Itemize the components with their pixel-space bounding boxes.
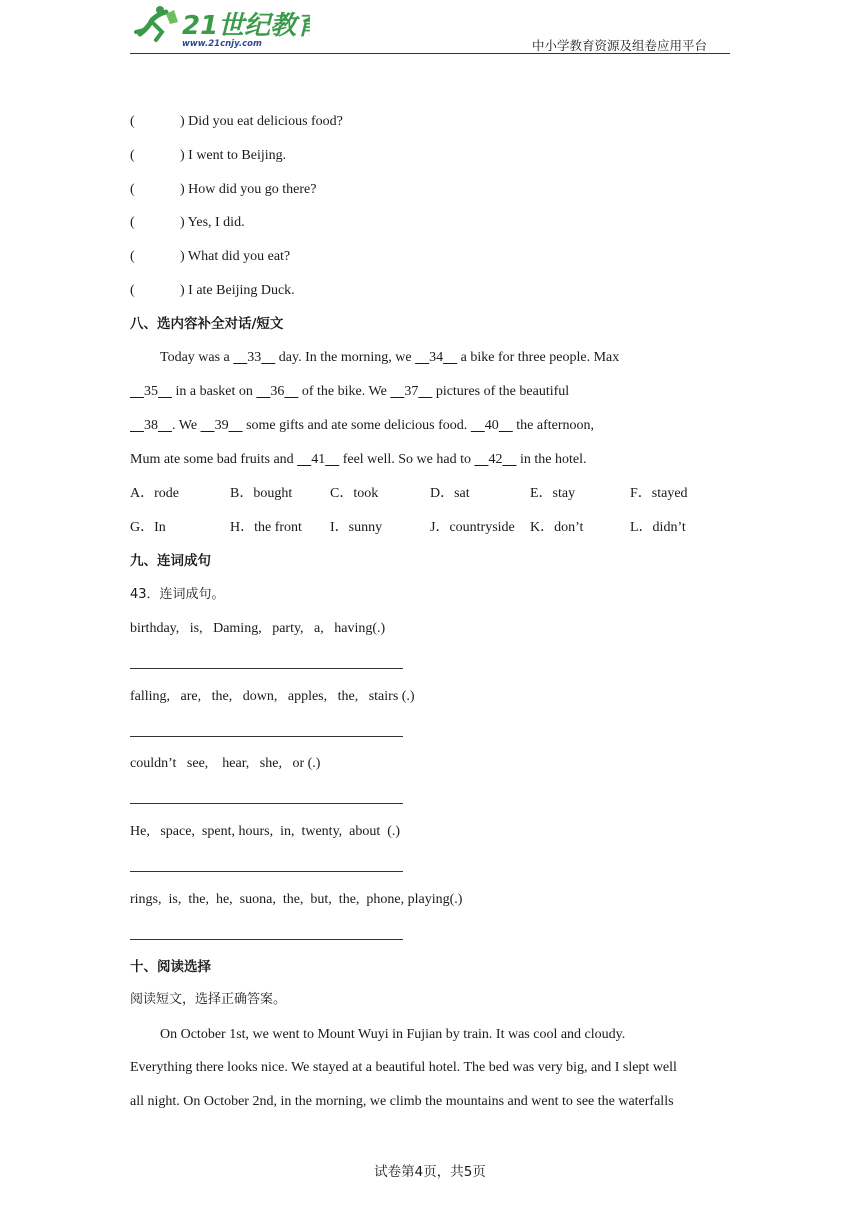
ordering-item: ( ) I ate Beijing Duck. — [130, 283, 295, 298]
cloze-paragraph-line: Mum ate some bad fruits and 41 feel well. So we had to 42 in the hotel. — [130, 450, 586, 470]
option-j: J．countryside — [430, 520, 515, 535]
question-label: 43．连词成句。 — [130, 587, 225, 602]
header-divider — [130, 53, 730, 54]
answer-line[interactable] — [130, 871, 403, 872]
word-order-item: He, space, spent, hours, in, twenty, about (.) — [130, 824, 401, 839]
blank-39[interactable]: 39 — [214, 418, 229, 433]
svg-text:www.21cnjy.com: www.21cnjy.com — [182, 39, 262, 48]
section-title: 八、选内容补全对话/短文 — [130, 316, 284, 332]
option-e: E．stay — [530, 486, 576, 501]
option-b: B．bought — [230, 486, 293, 501]
blank-34[interactable]: 34 — [429, 350, 444, 365]
blank-35[interactable]: 35 — [144, 384, 158, 399]
option-g: G．In — [130, 520, 166, 535]
page-footer: 试卷第4页，共5页 — [374, 1164, 486, 1180]
reading-passage-line: all night. On October 2nd, in the morning, we climb the mountains and went to see the waterfalls — [130, 1094, 674, 1109]
blank-41[interactable]: 41 — [311, 452, 326, 467]
ordering-item: ( ) How did you go there? — [130, 182, 317, 197]
section-title: 十、阅读选择 — [130, 959, 211, 975]
option-c: C．took — [330, 486, 379, 501]
word-order-item: couldn’t see, hear, she, or (.) — [130, 756, 321, 771]
ordering-item: ( ) Did you eat delicious food? — [130, 114, 343, 129]
option-i: I．sunny — [330, 520, 383, 535]
blank-33[interactable]: 33 — [247, 350, 262, 365]
ordering-item: ( ) What did you eat? — [130, 249, 291, 264]
reading-instruction: 阅读短文，选择正确答案。 — [130, 992, 287, 1007]
option-f: F．stayed — [630, 486, 688, 501]
option-d: D．sat — [430, 486, 470, 501]
blank-37[interactable]: 37 — [404, 384, 419, 399]
ordering-item: ( ) Yes, I did. — [130, 215, 245, 230]
answer-line[interactable] — [130, 939, 403, 940]
cloze-paragraph-line: Today was a 33 day. In the morning, we 34 a bike for three people. Max — [160, 348, 619, 368]
header-platform-text: 中小学教育资源及组卷应用平台 — [532, 38, 708, 53]
word-order-item: birthday, is, Daming, party, a, having(.) — [130, 621, 386, 636]
option-l: L．didn’t — [630, 520, 686, 535]
blank-36[interactable]: 36 — [270, 384, 285, 399]
svg-text:21世纪教育: 21世纪教育 — [182, 11, 310, 41]
cloze-paragraph-line: 38 . We 39 some gifts and ate some delicious food. 40 the afternoon, — [130, 416, 594, 436]
option-k: K．don’t — [530, 520, 584, 535]
runner-logo-icon — [130, 4, 310, 48]
reading-passage-line: On October 1st, we went to Mount Wuyi in Fujian by train. It was cool and cloudy. — [160, 1027, 626, 1042]
word-order-item: falling, are, the, down, apples, the, stairs (.) — [130, 689, 415, 704]
reading-passage-line: Everything there looks nice. We stayed at a beautiful hotel. The bed was very big, and I slept well — [130, 1060, 677, 1075]
answer-line[interactable] — [130, 803, 403, 804]
blank-38[interactable]: 38 — [144, 418, 158, 433]
word-order-item: rings, is, the, he, suona, the, but, the, phone, playing(.) — [130, 892, 463, 907]
answer-line[interactable] — [130, 668, 403, 669]
ordering-item: ( ) I went to Beijing. — [130, 148, 287, 163]
option-a: A．rode — [130, 486, 179, 501]
site-logo — [130, 4, 310, 48]
cloze-paragraph-line: 35 in a basket on 36 of the bike. We 37 pictures of the beautiful — [130, 382, 569, 402]
blank-40[interactable]: 40 — [484, 418, 499, 433]
option-h: H．the front — [230, 520, 302, 535]
blank-42[interactable]: 42 — [488, 452, 503, 467]
section-title: 九、连词成句 — [130, 553, 211, 569]
answer-line[interactable] — [130, 736, 403, 737]
